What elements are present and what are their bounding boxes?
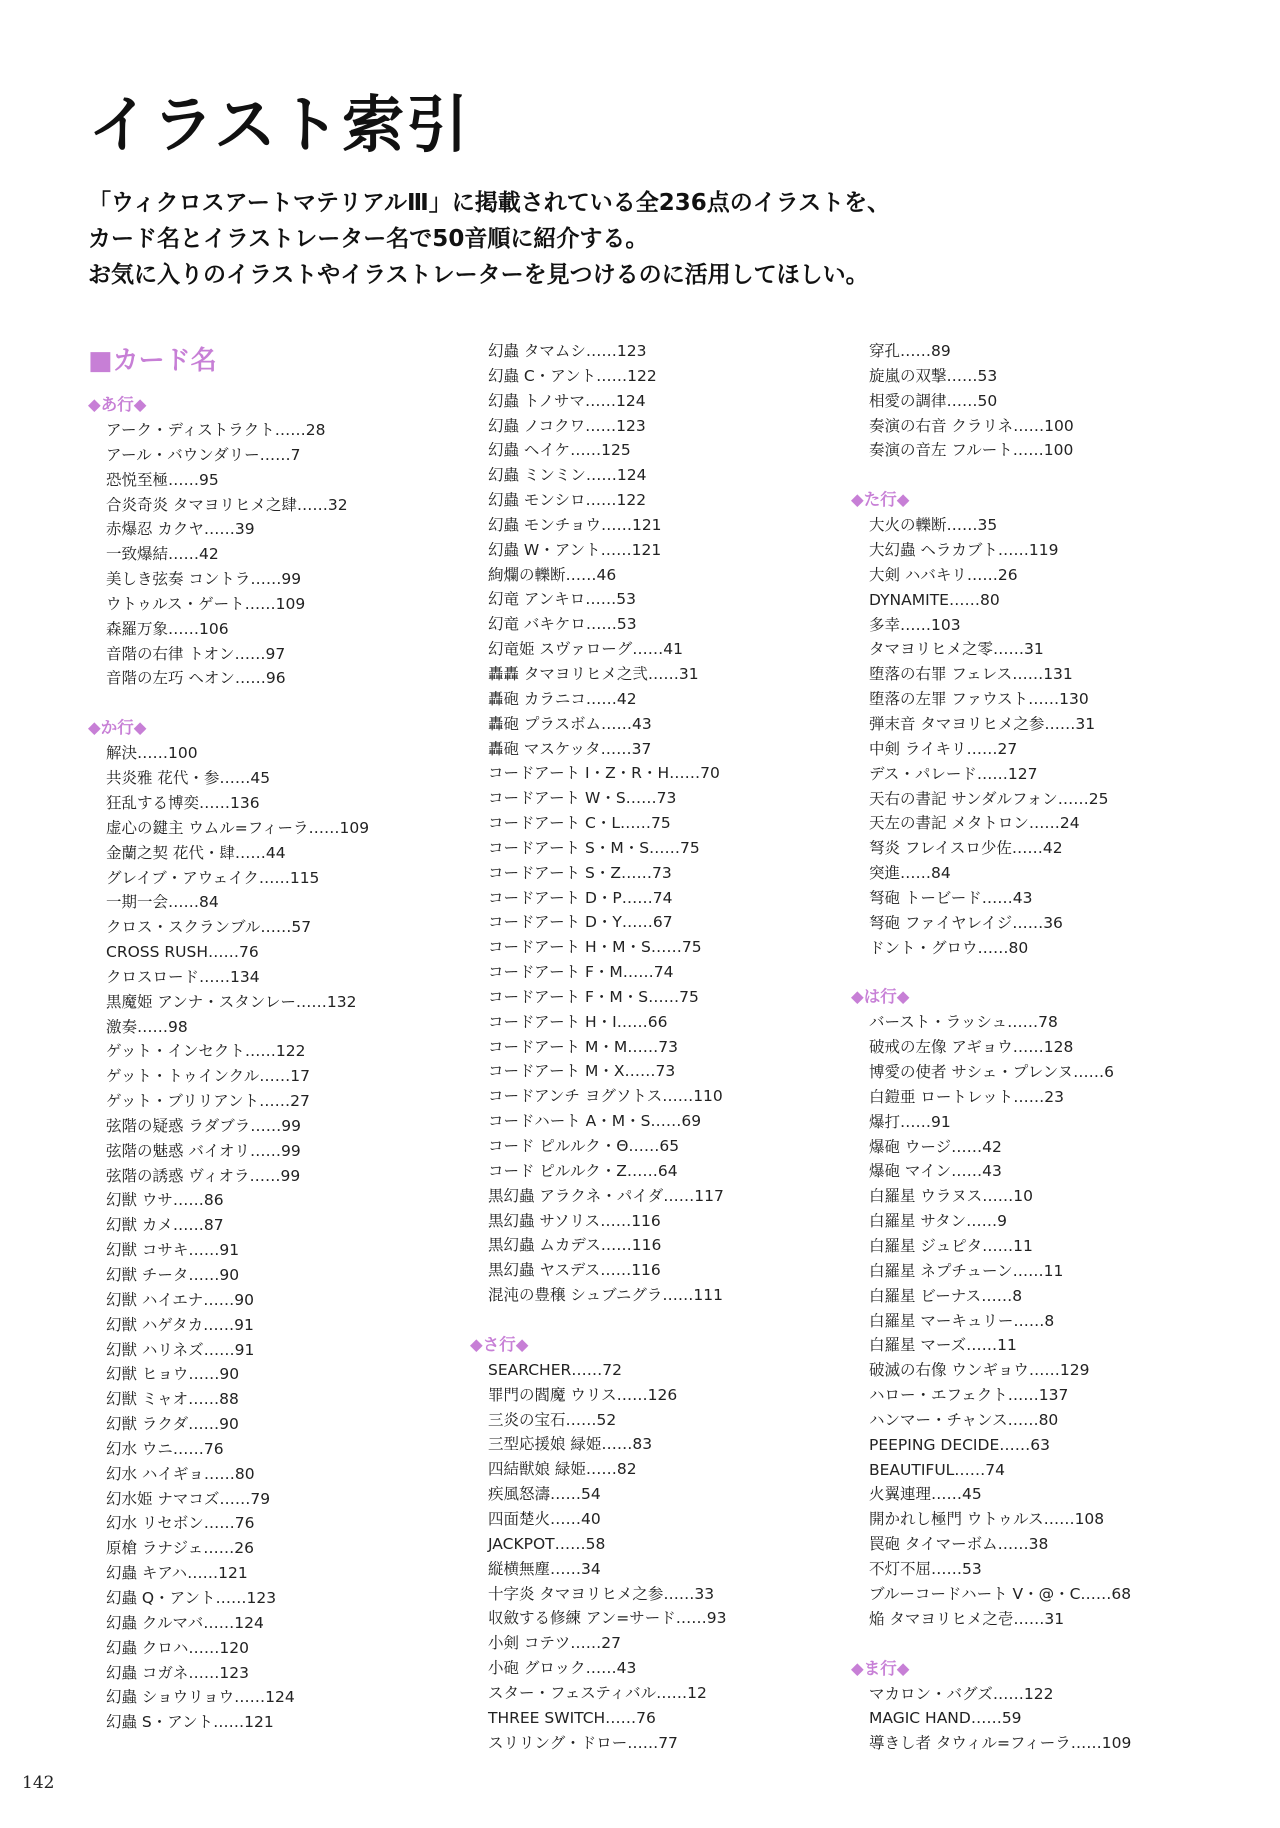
index-entry: クロス・スクランブル……57 bbox=[106, 918, 312, 937]
index-entry: 黒幻蟲 ムカデス……116 bbox=[488, 1236, 662, 1255]
index-entry: 破戒の左像 アギョウ……128 bbox=[869, 1038, 1074, 1057]
index-entry: 絢爛の轢断……46 bbox=[488, 565, 617, 584]
index-entry: コードアート F・M・S……75 bbox=[488, 987, 699, 1006]
index-entry: 博愛の使者 サシェ・プレンヌ……6 bbox=[869, 1063, 1115, 1082]
section-ka-row-continued bbox=[470, 339, 830, 1308]
index-entry: 小剣 コテツ……27 bbox=[488, 1634, 621, 1653]
index-entry: 幻獣 ヒョウ……90 bbox=[106, 1365, 240, 1384]
index-entry: 幻獣 ウサ……86 bbox=[106, 1191, 224, 1210]
index-entry: 導きし者 タウィル=フィーラ……109 bbox=[869, 1734, 1132, 1753]
index-entry: 罠砲 タイマーボム……38 bbox=[869, 1535, 1049, 1554]
index-entry: 虚心の鍵主 ウムル=フィーラ……109 bbox=[106, 818, 370, 837]
index-entry: コードアート I・Z・R・H……70 bbox=[488, 764, 720, 783]
section-a-row bbox=[88, 391, 448, 691]
index-entry: 大火の轢断……35 bbox=[869, 516, 998, 535]
index-entry: 轟砲 プラスボム……43 bbox=[488, 714, 652, 733]
index-entry: 幻蟲 モンチョウ……121 bbox=[488, 515, 662, 534]
index-entry: 天左の書記 メタトロン……24 bbox=[869, 814, 1080, 833]
index-entry: 爆砲 マイン……43 bbox=[869, 1162, 1002, 1181]
index-entry: ウトゥルス・ゲート……109 bbox=[106, 594, 306, 613]
index-column-2 bbox=[470, 339, 830, 1755]
index-entry: 幻蟲 ノコクワ……123 bbox=[488, 416, 646, 435]
index-entry: 相愛の調律……50 bbox=[869, 391, 998, 410]
index-entry: 四結獣娘 緑姫……82 bbox=[488, 1460, 637, 1479]
index-entry: 奏演の音左 フルート……100 bbox=[869, 441, 1074, 460]
index-entry: アール・バウンダリー……7 bbox=[106, 445, 301, 464]
index-entry: 白羅星 ネプチューン……11 bbox=[869, 1261, 1064, 1280]
page-number: 142 bbox=[22, 1773, 55, 1793]
index-entry: 美しき弦奏 コントラ……99 bbox=[106, 570, 302, 589]
entry-list bbox=[470, 1358, 830, 1756]
intro-line: カード名とイラストレーター名で50音順に紹介する。 bbox=[88, 226, 649, 252]
index-entry: 幻蟲 W・アント……121 bbox=[488, 540, 662, 559]
index-entry: 中剣 ライキリ……27 bbox=[869, 739, 1018, 758]
entry-list bbox=[851, 513, 1211, 960]
index-entry: コードアート H・M・S……75 bbox=[488, 938, 702, 957]
index-entry: 幻蟲 タマムシ……123 bbox=[488, 342, 647, 360]
index-entry: 弩砲 トービード……43 bbox=[869, 888, 1033, 907]
index-entry: 幻蟲 Q・アント……123 bbox=[106, 1588, 277, 1607]
section-ma-row bbox=[851, 1655, 1211, 1757]
entry-list bbox=[851, 1682, 1211, 1757]
index-entry: 堕落の左罪 ファウスト……130 bbox=[869, 690, 1089, 709]
index-entry: 大幻蟲 ヘラカブト……119 bbox=[869, 541, 1059, 560]
index-entry: 白羅星 サタン……9 bbox=[869, 1212, 1008, 1231]
section-heading: ◆は行◆ bbox=[851, 987, 910, 1007]
index-entry: 合炎奇炎 タマヨリヒメ之肆……32 bbox=[106, 495, 348, 514]
index-column-3 bbox=[851, 339, 1211, 1756]
index-entry: 一期一会……84 bbox=[106, 893, 219, 912]
index-entry: 幻獣 コサキ……91 bbox=[106, 1241, 240, 1260]
index-entry: ゲット・ブリリアント……27 bbox=[106, 1092, 310, 1111]
entry-list bbox=[88, 741, 448, 1735]
index-entry: 幻竜姫 スヴァローグ……41 bbox=[488, 640, 683, 659]
entry-list bbox=[851, 339, 1211, 463]
index-entry: THREE SWITCH……76 bbox=[488, 1708, 656, 1727]
index-entry: 奏演の右音 クラリネ……100 bbox=[869, 416, 1074, 435]
index-entry: 幻蟲 S・アント……121 bbox=[106, 1713, 274, 1732]
index-entry: PEEPING DECIDE……63 bbox=[869, 1435, 1050, 1454]
index-entry: 幻蟲 クロハ……120 bbox=[106, 1638, 250, 1657]
index-entry: コードアート D・P……74 bbox=[488, 888, 673, 907]
index-entry: BEAUTIFUL……74 bbox=[869, 1460, 1006, 1479]
index-entry: コードアート C・L……75 bbox=[488, 814, 671, 833]
index-entry: ハロー・エフェクト……137 bbox=[869, 1386, 1069, 1405]
index-entry: 幻獣 ハイエナ……90 bbox=[106, 1290, 255, 1309]
index-entry: ブルーコードハート V・@・C……68 bbox=[869, 1584, 1132, 1603]
index-entry: 幻蟲 ミンミン……124 bbox=[488, 466, 647, 485]
index-entry: 白鎧亜 ロートレット……23 bbox=[869, 1087, 1064, 1106]
index-entry: 縦横無塵……34 bbox=[488, 1559, 601, 1578]
index-entry: 堕落の右罪 フェレス……131 bbox=[869, 665, 1073, 684]
index-entry: 赤爆忍 カクヤ……39 bbox=[106, 520, 255, 539]
index-entry: 白羅星 ビーナス……8 bbox=[869, 1286, 1023, 1305]
index-entry: 解決……100 bbox=[106, 744, 198, 763]
index-entry: クロスロード……134 bbox=[106, 967, 260, 986]
section-heading: ◆ま行◆ bbox=[851, 1658, 910, 1678]
index-entry: 爆打……91 bbox=[869, 1112, 951, 1131]
index-entry: 弾末音 タマヨリヒメ之参……31 bbox=[869, 714, 1096, 733]
index-entry: コードアンチ ヨグソトス……110 bbox=[488, 1087, 723, 1106]
index-entry: 幻獣 チータ……90 bbox=[106, 1266, 240, 1284]
index-column-1 bbox=[88, 345, 448, 1735]
index-entry: 疾風怒濤……54 bbox=[488, 1485, 601, 1504]
index-entry: 幻獣 ハゲタカ……91 bbox=[106, 1315, 254, 1334]
index-entry: コードアート S・Z……73 bbox=[488, 863, 672, 882]
index-entry: マカロン・バグズ……122 bbox=[869, 1684, 1054, 1703]
index-entry: 幻獣 カメ……87 bbox=[106, 1216, 224, 1235]
index-entry: CROSS RUSH……76 bbox=[106, 943, 259, 962]
entry-list bbox=[851, 1010, 1211, 1631]
index-entry: コードアート S・M・S……75 bbox=[488, 838, 700, 857]
section-ka-row bbox=[88, 714, 448, 1735]
index-entry: 爆砲 ウージ……42 bbox=[869, 1137, 1002, 1156]
index-entry: 白羅星 ジュピタ……11 bbox=[869, 1237, 1033, 1255]
index-entry: 幻蟲 C・アント……122 bbox=[488, 366, 657, 385]
index-entry: 弩砲 ファイヤレイジ……36 bbox=[869, 913, 1063, 932]
index-entry: 開かれし極門 ウトゥルス……108 bbox=[869, 1510, 1105, 1529]
index-entry: 激奏……98 bbox=[106, 1017, 188, 1036]
index-entry: ハンマー・チャンス……80 bbox=[869, 1410, 1059, 1429]
index-entry: 轟砲 カラニコ……42 bbox=[488, 689, 637, 708]
index-entry: 幻水 リセボン……76 bbox=[106, 1514, 255, 1533]
index-entry: 多幸……103 bbox=[869, 615, 961, 634]
index-entry: アーク・ディストラクト……28 bbox=[106, 421, 326, 439]
index-entry: 収斂する修練 アン=サード……93 bbox=[488, 1609, 727, 1628]
index-entry: 火翼連理……45 bbox=[869, 1485, 982, 1504]
index-entry: タマヨリヒメ之零……31 bbox=[869, 640, 1044, 659]
index-entry: 四面楚火……40 bbox=[488, 1509, 601, 1528]
index-entry: 共炎雅 花代・参……45 bbox=[106, 769, 271, 788]
section-heading: ◆か行◆ bbox=[88, 718, 147, 738]
index-entry: 白羅星 マーキュリー……8 bbox=[869, 1311, 1055, 1330]
index-entry: コード ピルルク・Z……64 bbox=[488, 1161, 678, 1180]
index-entry: 幻蟲 モンシロ……122 bbox=[488, 491, 647, 510]
index-entry: 轟轟 タマヨリヒメ之弐……31 bbox=[488, 664, 699, 683]
entry-list bbox=[470, 339, 830, 1308]
entry-list bbox=[88, 418, 448, 691]
index-entry: スター・フェスティバル……12 bbox=[488, 1683, 707, 1702]
index-entry: 三型応援娘 緑姫……83 bbox=[488, 1435, 653, 1454]
index-entry: 弦階の誘惑 ヴィオラ……99 bbox=[106, 1166, 301, 1185]
index-entry: 一致爆結……42 bbox=[106, 545, 219, 564]
index-entry: コードハート A・M・S……69 bbox=[488, 1112, 702, 1131]
index-entry: コードアート M・X……73 bbox=[488, 1062, 676, 1081]
index-entry: 天右の書記 サンダルフォン……25 bbox=[869, 789, 1109, 808]
index-entry: 十字炎 タマヨリヒメ之参……33 bbox=[488, 1584, 715, 1603]
section-heading: ◆た行◆ bbox=[851, 490, 910, 510]
index-entry: 原槍 ラナジェ……26 bbox=[106, 1539, 255, 1558]
index-entry: 黒幻蟲 サソリス……116 bbox=[488, 1211, 661, 1230]
index-entry: 幻水姫 ナマコズ……79 bbox=[106, 1489, 271, 1508]
section-ha-row bbox=[851, 983, 1211, 1631]
index-entry: 白羅星 マーズ……11 bbox=[869, 1336, 1017, 1355]
index-entry: 金蘭之契 花代・肆……44 bbox=[106, 843, 286, 862]
index-entry: コードアート H・I……66 bbox=[488, 1012, 668, 1031]
index-entry: 幻蟲 クルマバ……124 bbox=[106, 1613, 264, 1632]
index-entry: 弦階の疑惑 ラダブラ……99 bbox=[106, 1116, 301, 1135]
index-entry: 破滅の右像 ウンギョウ……129 bbox=[869, 1361, 1090, 1380]
section-heading: ◆あ行◆ bbox=[88, 395, 147, 414]
index-entry: JACKPOT……58 bbox=[488, 1534, 606, 1553]
index-entry: スリリング・ドロー……77 bbox=[488, 1733, 678, 1752]
index-entry: コードアート W・S……73 bbox=[488, 789, 677, 808]
index-entry: 小砲 グロック……43 bbox=[488, 1659, 637, 1678]
index-entry: 幻蟲 コガネ……123 bbox=[106, 1663, 250, 1682]
index-entry: 幻獣 ミャオ……88 bbox=[106, 1390, 239, 1409]
intro-line: 「ウィクロスアートマテリアルⅢ」に掲載されている全236点のイラストを、 bbox=[88, 190, 891, 216]
index-entry: 混沌の豊穣 シュブニグラ……111 bbox=[488, 1286, 723, 1305]
index-entry: 穿孔……89 bbox=[869, 342, 951, 360]
index-entry: 音階の左巧 ヘオン……96 bbox=[106, 669, 286, 688]
index-entry: 狂乱する博奕……136 bbox=[106, 793, 260, 812]
index-entry: ドント・グロウ……80 bbox=[869, 938, 1029, 957]
intro-line: お気に入りのイラストやイラストレーターを見つけるのに活用してほしい。 bbox=[88, 262, 869, 288]
index-entry: 幻獣 ハリネズ……91 bbox=[106, 1340, 255, 1359]
index-entry: 幻水 ウニ……76 bbox=[106, 1439, 224, 1458]
index-entry: 黒幻蟲 ヤスデス……116 bbox=[488, 1261, 661, 1280]
index-entry: 弦階の魅惑 バイオリ……99 bbox=[106, 1141, 301, 1160]
index-entry: SEARCHER……72 bbox=[488, 1360, 622, 1379]
section-sa-row bbox=[470, 1331, 830, 1756]
page-title: イラスト索引 bbox=[88, 88, 471, 161]
index-entry: ゲット・インセクト……122 bbox=[106, 1042, 306, 1061]
index-entry: 幻蟲 ショウリョウ……124 bbox=[106, 1688, 295, 1707]
index-entry: 不灯不屈……53 bbox=[869, 1559, 982, 1578]
index-entry: 罪門の閻魔 ウリス……126 bbox=[488, 1385, 678, 1404]
index-entry: DYNAMITE……80 bbox=[869, 590, 1000, 609]
index-entry: デス・パレード……127 bbox=[869, 764, 1038, 783]
index-entry: コードアート D・Y……67 bbox=[488, 913, 673, 932]
card-name-heading: ■カード名 bbox=[88, 346, 217, 376]
index-entry: 幻竜 アンキロ……53 bbox=[488, 590, 637, 609]
index-entry: ゲット・トゥインクル……17 bbox=[106, 1067, 310, 1086]
index-entry: 森羅万象……106 bbox=[106, 619, 229, 638]
index-entry: 黒魔姫 アンナ・スタンレー……132 bbox=[106, 992, 357, 1011]
index-entry: コード ピルルク・Θ……65 bbox=[488, 1137, 680, 1155]
index-entry: 黒幻蟲 アラクネ・パイダ……117 bbox=[488, 1186, 724, 1205]
index-entry: 幻蟲 ヘイケ……125 bbox=[488, 441, 631, 460]
index-entry: 轟砲 マスケッタ……37 bbox=[488, 739, 652, 758]
index-entry: 突進……84 bbox=[869, 864, 951, 883]
index-entry: 恐悦至極……95 bbox=[106, 470, 219, 489]
index-entry: 幻蟲 トノサマ……124 bbox=[488, 391, 646, 410]
index-entry: MAGIC HAND……59 bbox=[869, 1709, 1022, 1728]
index-entry: 焔 タマヨリヒメ之壱……31 bbox=[869, 1609, 1065, 1628]
index-entry: 幻水 ハイギョ……80 bbox=[106, 1464, 255, 1483]
section-ta-row bbox=[851, 486, 1211, 960]
index-entry: 三炎の宝石……52 bbox=[488, 1410, 617, 1429]
index-entry: 幻蟲 キアハ……121 bbox=[106, 1564, 248, 1583]
index-entry: 音階の右律 トオン……97 bbox=[106, 644, 286, 663]
index-entry: 弩炎 フレイスロ少佐……42 bbox=[869, 839, 1063, 858]
index-entry: 幻竜 バキケロ……53 bbox=[488, 615, 637, 634]
section-sa-row-continued bbox=[851, 339, 1211, 463]
index-entry: 大剣 ハバキリ……26 bbox=[869, 565, 1018, 584]
section-heading: ◆さ行◆ bbox=[470, 1334, 529, 1354]
index-entry: コードアート F・M……74 bbox=[488, 963, 674, 982]
index-entry: 白羅星 ウラヌス……10 bbox=[869, 1187, 1033, 1206]
index-entry: バースト・ラッシュ……78 bbox=[869, 1013, 1058, 1032]
index-entry: 幻獣 ラクダ……90 bbox=[106, 1415, 239, 1434]
index-entry: 旋嵐の双撃……53 bbox=[869, 366, 998, 385]
index-entry: グレイブ・アウェイク……115 bbox=[106, 868, 320, 887]
index-entry: コードアート M・M……73 bbox=[488, 1037, 678, 1056]
intro-text bbox=[88, 185, 1188, 293]
